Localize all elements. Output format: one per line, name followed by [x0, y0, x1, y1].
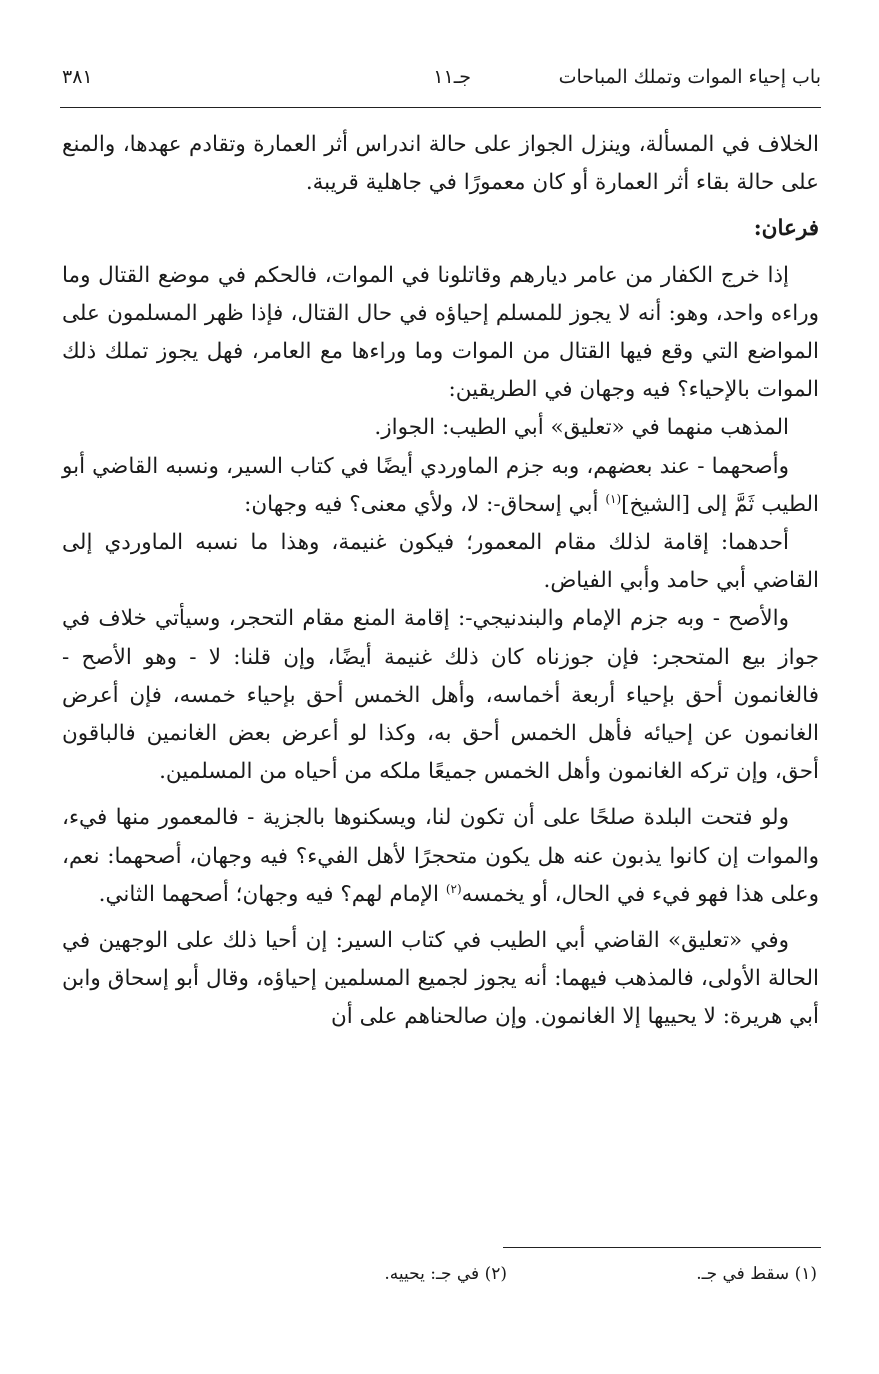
paragraph-8: وفي «تعليق» القاضي أبي الطيب في كتاب السير: إن أحيا ذلك على الوجهين في الحالة الأولى، فالمذهب فيهما: أنه يجوز لجميع المسلمين إحياؤه، وقال أبو إسحاق وابن أبي هريرة: لا يحييها إلا الغانمون. وإن صالحناهم على أن	[62, 928, 819, 1030]
paragraph-5: أحدهما: إقامة لذلك مقام المعمور؛ فيكون غنيمة، وهذا ما نسبه الماوردي إلى القاضي أبي حامد وأبي الفياض.	[62, 530, 819, 594]
footnote-ref-2: (٢)	[445, 881, 462, 896]
paragraph-4-tail: أبي إسحاق-: لا، ولأي معنى؟ فيه وجهان:	[244, 491, 606, 517]
paragraph-1: الخلاف في المسألة، وينزل الجواز على حالة اندراس أثر العمارة وتقادم عهدها، والمنع على حالة بقاء أثر العمارة أو كان معمورًا في جاهلية قريبة.	[62, 132, 819, 196]
running-header	[62, 58, 821, 98]
footnote-divider	[503, 1247, 821, 1248]
footnote-ref-1: (١)	[605, 491, 622, 506]
paragraph-7	[62, 799, 819, 914]
paragraph-3: المذهب منهما في «تعليق» أبي الطيب: الجواز.	[374, 415, 789, 441]
header-chapter-title: باب إحياء الموات وتملك المباحات	[558, 66, 821, 88]
paragraph-7-tail: الإمام لهم؟ فيه وجهان؛ أصحهما الثاني.	[98, 881, 446, 907]
page-number: ٣٨١	[62, 66, 93, 88]
paragraph-4	[62, 448, 819, 524]
footnotes	[62, 1264, 817, 1294]
main-text	[62, 126, 819, 1037]
footnote-2: (٢) في جـ: يحييه.	[384, 1264, 507, 1284]
footnote-1: (١) سقط في جـ.	[696, 1264, 817, 1284]
paragraph-2: إذا خرج الكفار من عامر ديارهم وقاتلونا في الموات، فالحكم في موضع القتال وما وراءه واحد، وهو: أنه لا يجوز للمسلم إحياؤه في حال القتال، فإذا ظهر المسلمون على المواضع التي وقع فيها القتال من الموات وما وراءها مع العامر، فهل يجوز تملك ذلك الموات بالإحياء؟ فيه وجهان في الطريقين:	[62, 262, 819, 403]
paragraph-7-text: ولو فتحت البلدة صلحًا على أن تكون لنا، ويسكنوها بالجزية - فالمعمور منها فيء، والموات إن كانوا يذبون عنه هل يكون متحجرًا لأهل الفيء؟ فيه وجهان، أصحهما: نعم، وعلى هذا فهو فيء في الحال، أو يخمسه	[62, 805, 819, 907]
section-heading: فرعان:	[753, 216, 819, 242]
header-divider	[60, 107, 821, 108]
paragraph-4-text: وأصحهما - عند بعضهم، وبه جزم الماوردي أيضًا في كتاب السير، ونسبه القاضي أبو الطيب ثَمَّ إلى [الشيخ]	[62, 453, 819, 517]
header-volume: جـ١١	[433, 66, 471, 88]
paragraph-6: والأصح - وبه جزم الإمام والبندنيجي-: إقامة المنع مقام التحجر، وسيأتي خلاف في جواز بيع المتحجر: فإن جوزناه كان ذلك غنيمة أيضًا، وإن قلنا: لا - وهو الأصح - فالغانمون أحق بإحياء أربعة أخماسه، وأهل الخمس أحق بإحياء خمسه، فإن أعرض الغانمون عن إحيائه فأهل الخمس أحق به، وكذا لو أعرض بعض الغانمين فالباقون أحق، وإن تركه الغانمون وأهل الخمس جميعًا ملكه من أحياه من المسلمين.	[62, 606, 819, 785]
